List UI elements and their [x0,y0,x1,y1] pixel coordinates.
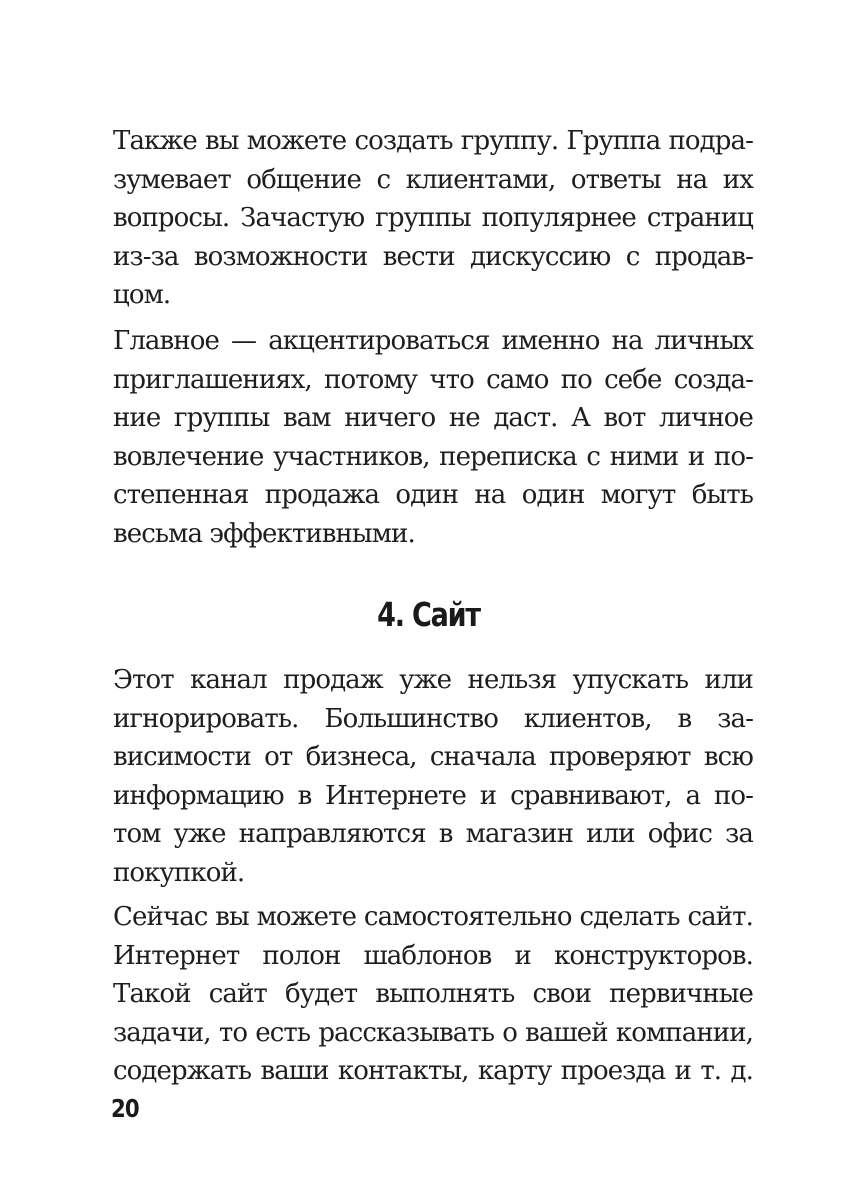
text-line: ние группы вам ничего не даст. А вот личное [113,403,753,433]
text-line: Такой сайт будет выполнять свои первичные [113,979,753,1009]
text-line: Также вы можете создать группу. Группа подра- [113,126,753,156]
text-line: покупкой. [113,857,245,888]
text-line: игнорировать. Большинство клиентов, в за- [113,703,753,734]
text-line: Этот канал продаж уже нельзя упускать или [113,665,753,695]
paragraph-groups [113,122,753,315]
text-line: степенная продажа один на один могут быть [113,480,753,510]
text-line: информацию в Интернете и сравнивают, а по- [113,780,753,811]
paragraph-personal-invitations [113,322,753,553]
text-line: содержать ваши контакты, карту проезда и т. д. [113,1056,753,1086]
text-line: приглашениях, потому что само по себе созда- [113,364,753,395]
text-line: вовлечение участников, переписка с ними и по- [113,441,753,472]
text-line: весьма эффективными. [113,518,415,549]
text-line: цом. [113,280,171,310]
text-line: Интернет полон шаблонов и конструкторов. [113,940,753,971]
section-heading: 4. Сайт [377,595,480,634]
text-line: Сейчас вы можете самостоятельно сделать сайт. [113,902,753,932]
text-line: Главное — акцентироваться именно на личных [113,326,753,356]
text-line: из-за возможности вести дискуссию с продав- [113,241,753,272]
text-line: зумевает общение с клиентами, ответы на их [113,164,753,195]
text-line: задачи, то есть рассказывать о вашей компании, [113,1017,753,1048]
paragraph-website-builder [113,898,753,1091]
text-line: вопросы. Зачастую группы популярнее страниц [113,203,753,233]
page-number: 20 [111,1094,139,1123]
text-line: висимости от бизнеса, сначала проверяют всю [113,742,753,772]
text-line: том уже направляются в магазин или офис за [113,819,753,849]
paragraph-sales-channel [113,661,753,892]
